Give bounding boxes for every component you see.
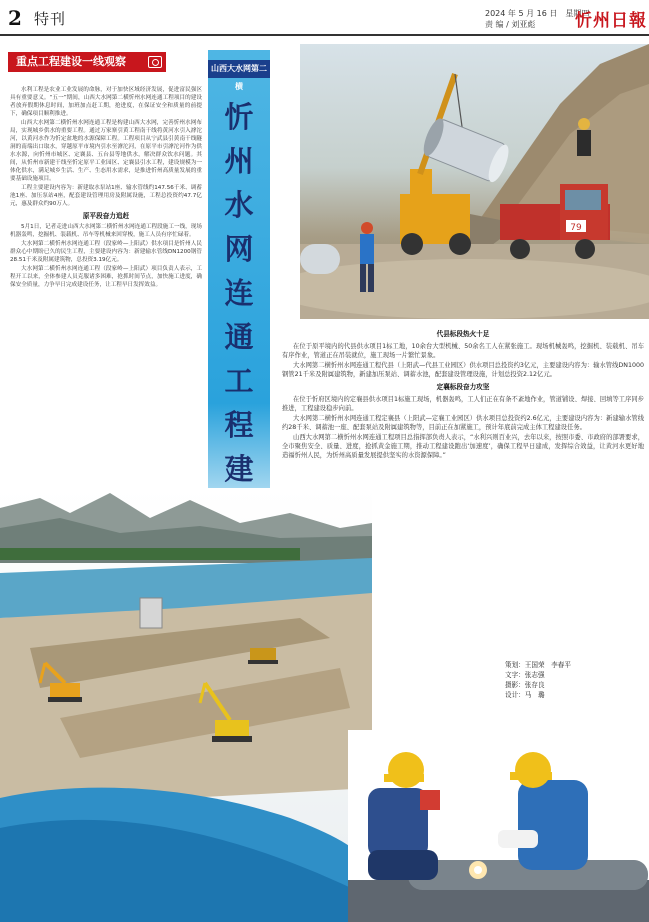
newspaper-logo: 忻州日報 — [575, 11, 647, 31]
subhead-yuanping: 原平段奋力追赶 — [82, 212, 130, 220]
subhead-dingxiang: 定襄标段奋力攻坚 — [436, 383, 490, 391]
article-paragraph: 山西大水网第二横忻州水网连通工程是构建山西大水网，完善忻州水网布局，实现城乡供水的重要工程。通过万家寨引黄工程南干线将黄河水引入滹沱河，以黄河水作为忻定盆地的水源保障工程。工程项目从宁武县引黄南干线隧洞的南端出口取水，穿越原平市境内引水至滹沱河，在原平市引滹沱河作为供水水源，向忻州市城区、定襄县、五台县等地供水，解决群众饮水问题。其间，从忻州市新建干线至忻定原平工业园区、定襄县引水工程，建设规模为一体化供水，满足城乡生活、生产、生态用水需求，是推进忻州高质量发展的重要基础设施项目。 — [10, 120, 202, 182]
section-tag-label: 重点工程建设一线观察 — [16, 55, 126, 68]
article-paragraph: 在位于忻府区境内的定襄县供水项目1标施工现场，机器轰鸣，工人们正在有条不紊地作业，管道铺设、焊接、回填等工序同步推进，工程建设稳步向前。 — [282, 396, 644, 412]
credit-planner: 策划：王国荣 李春平 — [505, 661, 571, 669]
article-paragraph: 水利工程是农业工业发展的命脉，对于加快区域经济发展，促进富民强区具有重要意义。“五一”期间，山西大水网第二横忻州水网连通工程项目的建设者放弃假期休息时间，加班加点赶工期，抢进度，在保证安全和质量的前提下，确保项目顺利推进。 — [10, 87, 202, 117]
issue-date: 2024 年 5 月 16 日 星期四 — [485, 9, 590, 18]
river-construction-illustration — [0, 488, 372, 922]
credit-writer: 文字：张志强 — [505, 671, 545, 679]
photo-pipe-unloading — [300, 44, 649, 319]
article-paragraph: 在位于原平境内的代县供水项目1标工地，10余台大型机械、50余名工人在紧张施工。现场机械轰鸣，挖掘机、装载机、吊车有序作业，管道正在吊装就位，施工现场一片繁忙景象。 — [282, 343, 644, 359]
article-paragraph: 大水网第二横忻州水网连通工程定襄县（上阳武—定襄工业园区）供水项目总投资约2.6亿元，主要建设内容为：新建输水管线约28千米、调蓄池一座、配套泵站及附属建筑物等，目前正在加紧施工，预计年底前完成主体工程建设任务。 — [282, 415, 644, 431]
credit-photo: 摄影：张存良 — [505, 681, 545, 689]
pipe-unloading-illustration — [300, 44, 649, 319]
credits-block — [505, 660, 645, 700]
section-tag — [8, 52, 166, 72]
truck-plate: 79 — [570, 223, 582, 233]
article-paragraph: 大水网第二横忻州水网连通工程代县（上阳武—代县工业园区）供水项目总投资约3亿元，主要建设内容为：输水管线DN1000钢管21千米及附属建筑物，新建加压泵站、调蓄水池，配套建设管理设施，计划总投资2.12亿元。 — [282, 362, 644, 378]
photo-workers-welding — [348, 730, 649, 922]
responsible-editor: 责 编 / 刘亚彪 — [485, 20, 536, 29]
article-paragraph: 山西大水网第二横忻州水网连通工程项目总指挥部负责人表示，“水利兴则百业兴，去年以来，按照市委、市政府的部署要求，全市聚焦安全、质量、进度，抢抓黄金施工期，推动工程建设跑出‘加速度’，确保工程早日建成，发挥综合效益，让黄河水更好地造福忻州人民，为忻州高质量发展提供坚实的水资源保障。” — [282, 434, 644, 459]
page-header — [0, 0, 649, 34]
article-paragraph: 工程主要建设内容为：新建取水泵站1座、输水管线约147.56千米、调蓄池1座、加压泵站4座，配套建设管理用房及附属设施，工程总投资约47.7亿元，惠及群众约90万人。 — [10, 185, 202, 207]
article-paragraph: 5月1日，记者走进山西大水网第二横忻州水网连通工程段施工一线，现场机器轰鸣，挖掘机、装载机、吊车等机械来回穿梭，施工人员有序忙碌着。 — [10, 224, 202, 238]
page-number: 2 — [8, 6, 22, 30]
header-rule — [0, 34, 649, 36]
workers-welding-illustration — [348, 730, 649, 922]
main-headline: 忻州水网连通工程建 — [224, 100, 254, 486]
section-name: 特刊 — [34, 10, 67, 28]
article-paragraph: 大水网第二横忻州水网连通工程（段家岭—上阳武）供水项目是忻州人民群众心中期盼已久的民生工程，主要建设内容为：新建输水管线DN1200钢管28.51千米及附属建筑物，总投资3.19亿元。 — [10, 241, 202, 263]
article-paragraph: 大水网第二横忻州水网连通工程（段家岭—上阳武）项目负责人表示，工程开工以来，全体参建人员克服诸多困难，抢抓时间节点，加快施工进度，确保安全质量，力争早日完成建设任务，让工程早日发挥效益。 — [10, 266, 202, 288]
camera-icon — [148, 56, 162, 68]
subhead-daixian: 代县标段热火十足 — [436, 330, 490, 338]
left-article-column — [10, 86, 202, 496]
credit-design: 设计：马 璐 — [505, 691, 545, 699]
band-kicker: 山西大水网第二横 — [208, 60, 270, 78]
photo-river-construction — [0, 488, 372, 922]
